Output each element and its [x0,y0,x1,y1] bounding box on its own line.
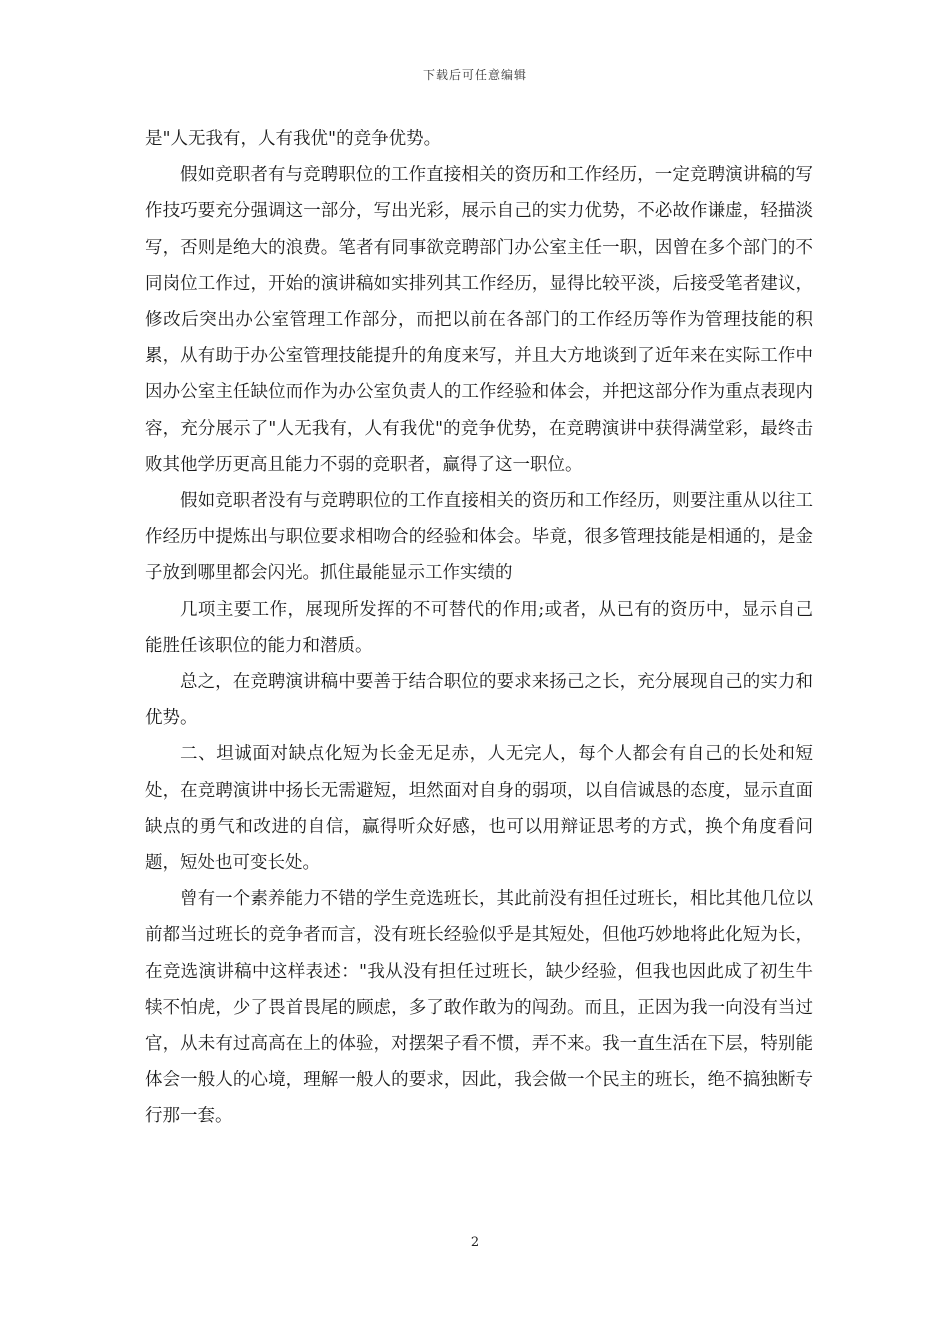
paragraph: 是"人无我有，人有我优"的竞争优势。 [145,129,442,149]
paragraph: 假如竞职者有与竞聘职位的工作直接相关的资历和工作经历，一定竞聘演讲稿的写作技巧要充分强调这一部分，写出光彩，展示自己的实力优势，不必故作谦虚，轻描淡写，否则是绝大的浪费。笔者有同事欲竞聘部门办公室主任一职，因曾在多个部门的不同岗位工作过，开始的演讲稿如实排列其工作经历，显得比较平淡，后接受笔者建议，修改后突出办公室管理工作部分，而把以前在各部门的工作经历等作为管理技能的积累，从有助于办公室管理技能提升的角度来写，并且大方地谈到了近年来在实际工作中因办公室主任缺位而作为办公室负责人的工作经验和体会，并把这部分作为重点表现内容，充分展示了"人无我有，人有我优"的竞争优势，在竞聘演讲中获得满堂彩，最终击败其他学历更高且能力不弱的竞职者，赢得了这一职位。 [145,165,813,475]
page-number: 2 [470,1235,480,1250]
paragraph: 几项主要工作，展现所发挥的不可替代的作用;或者，从已有的资历中，显示自己能胜任该职位的能力和潜质。 [145,599,813,656]
page-header: 下载后可任意编辑 [422,68,527,82]
paragraph: 总之，在竞聘演讲稿中要善于结合职位的要求来扬己之长，充分展现自己的实力和优势。 [145,672,813,729]
paragraph: 假如竞职者没有与竞聘职位的工作直接相关的资历和工作经历，则要注重从以往工作经历中提炼出与职位要求相吻合的经验和体会。毕竟，很多管理技能是相通的，是金子放到哪里都会闪光。抓住最能显示工作实绩的 [145,491,813,584]
paragraph: 曾有一个素养能力不错的学生竞选班长，其此前没有担任过班长，相比其他几位以前都当过班长的竞争者而言，没有班长经验似乎是其短处，但他巧妙地将此化短为长，在竞选演讲稿中这样表述："我从没有担任过班长，缺少经验，但我也因此成了初生牛犊不怕虎，少了畏首畏尾的顾虑，多了敢作敢为的闯劲。而且，正因为我一向没有当过官，从未有过高高在上的体验，对摆架子看不惯，弄不来。我一直生活在下层，特别能体会一般人的心境，理解一般人的要求，因此，我会做一个民主的班长，绝不搞独断专行那一套。 [145,889,813,1127]
document-body [145,121,813,1135]
paragraph: 二、坦诚面对缺点化短为长金无足赤，人无完人，每个人都会有自己的长处和短处，在竞聘演讲中扬长无需避短，坦然面对自身的弱项，以自信诚恳的态度，显示直面缺点的勇气和改进的自信，赢得听众好感，也可以用辩证思考的方式，换个角度看问题，短处也可变长处。 [145,744,813,874]
